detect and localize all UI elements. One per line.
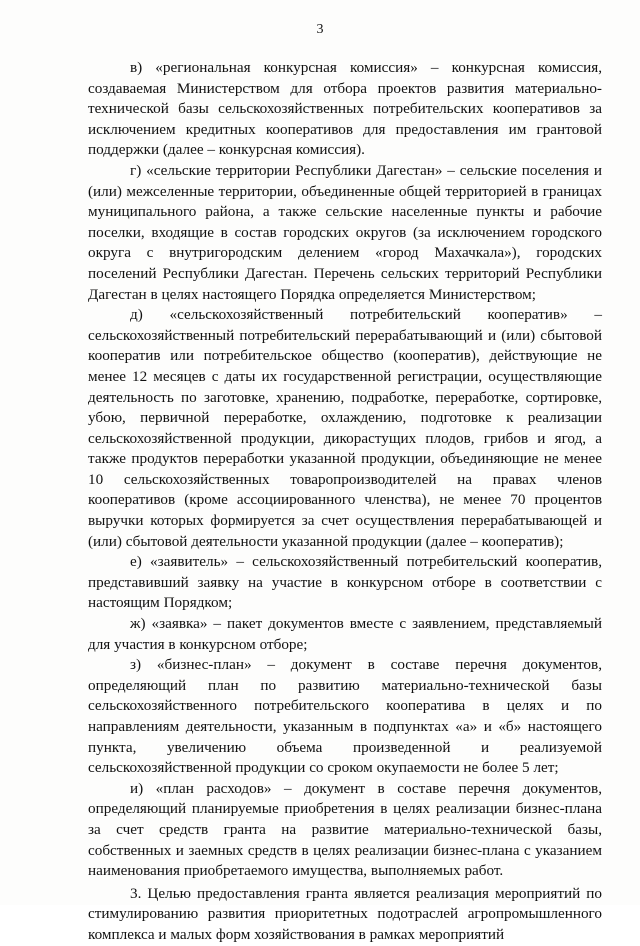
paragraph-z-business-plan: з) «бизнес-план» – документ в составе перечня документов, определяющий план по развитию материально-технической базы сельскохозяйственного потребительского кооператива в целях и по направлениям деятельности, указанным в подпунктах «а» и «б» настоящего пункта, увеличению объема произведенной и реализуемой сельскохозяйственной продукции со сроком окупаемости не более 5 лет; (88, 656, 602, 777)
paragraph-d-cooperative: д) «сельскохозяйственный потребительский кооператив» – сельскохозяйственный потребительский перерабатывающий и (или) сбытовой кооператив или потребительское общество (кооператив), действующие не менее 12 месяцев с даты их государственной регистрации, осуществляющие деятельность по заготовке, хранению, подработке, переработке, сортировке, убою, первичной переработке, охлаждению, подготовке к реализации сельскохозяйственной продукции, дикорастущих плодов, грибов и ягод, а также продуктов переработки указанной продукции, объединяющие не менее 10 сельскохозяйственных товаропроизводителей на правах членов кооперативов (кроме ассоциированного членства), не менее 70 процентов выручки которых формируется за счет осуществления перерабатывающей и (или) сбытовой деятельности указанной продукции (далее – кооператив); (88, 306, 602, 550)
page-number: 3 (316, 22, 324, 37)
paragraph-i-expense-plan: и) «план расходов» – документ в составе перечня документов, определяющий планируемые приобретения в целях реализации бизнес-плана за счет средств гранта на развитие материально-технической базы, собственных и заемных средств в целях реализации бизнес-плана с указанием наименования приобретаемого имущества, выполняемых работ. (88, 779, 602, 880)
paragraph-g-rural-territories: г) «сельские территории Республики Дагестан» – сельские поселения и (или) межселенные территории, объединенные общей территорией в границах муниципального района, а также сельские населенные пункты и рабочие поселки, входящие в состав городских округов (за исключением городского округа с внутригородским делением «город Махачкала»), городских поселений Республики Дагестан. Перечень сельских территорий Республики Дагестан в целях настоящего Порядка определяется Министерством; (88, 161, 602, 303)
document-body (88, 58, 602, 946)
paragraph-3-grant-purpose: 3. Целью предоставления гранта является реализация мероприятий по стимулированию развития приоритетных подотраслей агропромышленного комплекса и малых форм хозяйствования в рамках мероприятий (88, 884, 602, 943)
paragraph-zh-application: ж) «заявка» – пакет документов вместе с заявлением, представляемый для участия в конкурсном отборе; (88, 615, 602, 653)
paragraph-e-applicant: е) «заявитель» – сельскохозяйственный потребительский кооператив, представивший заявку на участие в конкурсном отборе в соответствии с настоящим Порядком; (88, 553, 602, 612)
paragraph-v-regional-commission: в) «региональная конкурсная комиссия» – конкурсная комиссия, создаваемая Министерством для отбора проектов развития материально-технической базы сельскохозяйственных потребительских кооперативов за исключением кредитных кооперативов для предоставления им грантовой поддержки (далее – конкурсная комиссия). (88, 59, 602, 159)
